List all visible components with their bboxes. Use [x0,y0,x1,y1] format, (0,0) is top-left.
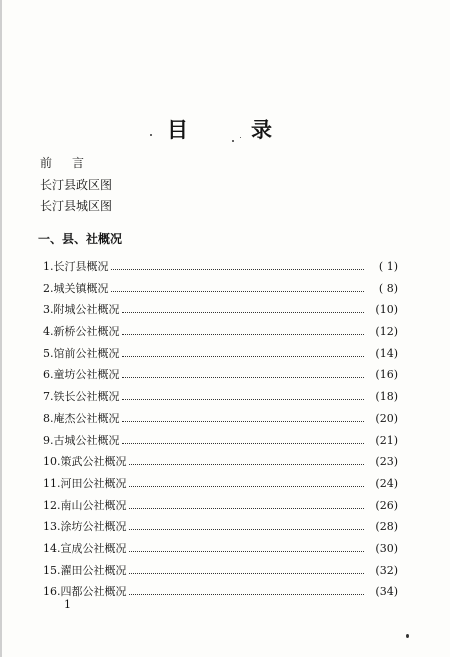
toc-leader-dots [122,333,365,335]
toc-entry [43,475,398,497]
toc-entry-page: (24) [375,476,398,490]
toc-entry-page: (14) [375,346,398,360]
front-matter-map-2: 长汀县城区图 [40,199,113,213]
toc-leader-dots [122,311,365,313]
toc-entry-label: 13.涂坊公社概况 [43,520,127,534]
toc-entry-label: 6.童坊公社概况 [43,368,120,382]
toc-entry-page: (21) [375,433,398,447]
toc-entry [43,301,398,323]
toc-leader-dots [129,528,365,530]
page-edge [0,0,2,657]
toc-entry-label: 12.南山公社概况 [43,498,127,512]
toc-entry-label: 14.宣成公社概况 [43,541,127,555]
toc-entry [43,258,398,280]
toc-leader-dots [122,398,365,400]
toc-leader-dots [129,485,365,487]
toc-entry-page: (23) [375,455,398,469]
toc-entry [43,540,398,562]
toc-leader-dots [129,572,365,574]
toc-entry-label: 5.馆前公社概况 [43,346,120,360]
toc-entry [43,518,398,540]
page-number: 1 [64,598,71,611]
toc-entry [43,323,398,345]
toc-entry-page: ( 8) [378,281,398,295]
title-char-2: 录 [251,118,272,142]
toc-entry-page: (32) [375,563,398,577]
toc-leader-dots [129,550,365,552]
toc-leader-dots [122,420,365,422]
toc-entry-page: (30) [375,541,398,555]
scan-speck [406,634,409,638]
table-of-contents [43,258,398,605]
front-matter-map-1: 长汀县政区图 [40,178,113,192]
scan-speck [232,140,234,142]
toc-entry-label: 4.新桥公社概况 [43,325,120,339]
toc-entry [43,432,398,454]
toc-entry [43,497,398,519]
toc-entry [43,410,398,432]
toc-entry-label: 9.古城公社概况 [43,433,120,447]
toc-entry-page: (12) [375,325,398,339]
toc-entry-page: (26) [375,498,398,512]
toc-entry-page: ( 1) [378,260,398,273]
front-matter-preface: 前言 [40,156,105,170]
toc-entry-page: (34) [375,585,398,599]
page-title [0,114,450,144]
toc-entry-label: 1.长汀县概况 [43,260,109,273]
toc-leader-dots [129,463,365,465]
toc-entry [43,562,398,584]
toc-entry-label: 7.铁长公社概况 [43,390,120,404]
toc-entry [43,345,398,367]
toc-entry [43,388,398,410]
toc-entry-label: 3.附城公社概况 [43,303,120,317]
toc-entry-label: 10.策武公社概况 [43,455,127,469]
toc-entry-label: 16.四都公社概况 [43,585,127,599]
toc-leader-dots [122,355,365,357]
toc-entry-page: (16) [375,368,398,382]
toc-entry-label: 11.河田公社概况 [43,476,127,490]
toc-leader-dots [129,593,365,595]
toc-entry [43,366,398,388]
toc-entry [43,453,398,475]
toc-leader-dots [111,290,365,292]
toc-leader-dots [129,507,365,509]
toc-leader-dots [122,442,365,444]
toc-entry-label: 2.城关镇概况 [43,281,109,295]
scan-speck [240,137,241,138]
toc-entry [43,583,398,605]
title-char-1: 目 [167,118,188,142]
toc-entry-label: 8.庵杰公社概况 [43,411,120,425]
toc-entry-page: (20) [375,411,398,425]
toc-entry [43,280,398,302]
scan-speck [150,134,152,136]
toc-leader-dots [111,268,365,270]
toc-entry-page: (10) [375,303,398,317]
toc-entry-label: 15.濯田公社概况 [43,563,127,577]
toc-entry-page: (18) [375,390,398,404]
toc-leader-dots [122,376,365,378]
section-heading: 一、县、社概况 [38,232,123,246]
toc-entry-page: (28) [375,520,398,534]
